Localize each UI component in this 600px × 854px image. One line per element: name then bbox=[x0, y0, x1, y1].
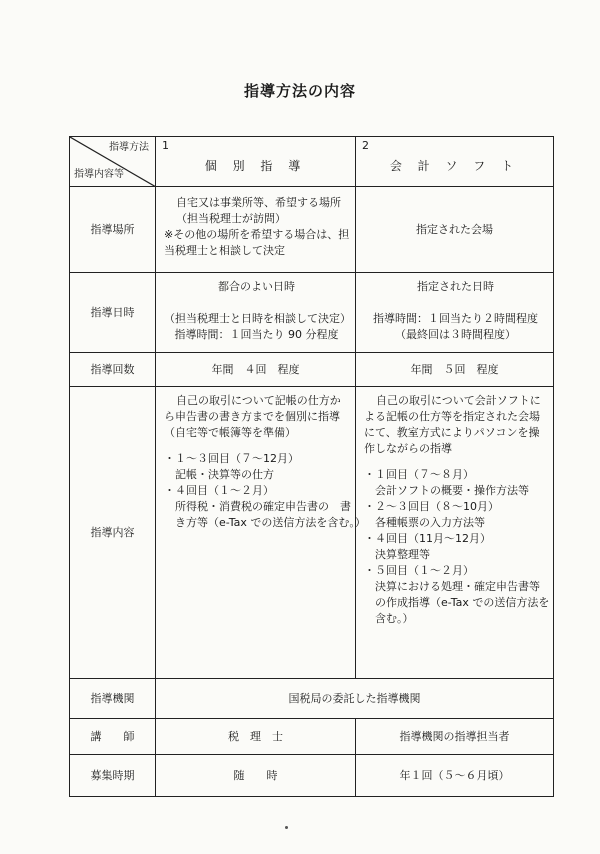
org-value: 国税局の委託した指導機関 bbox=[156, 679, 554, 719]
corner-label-content: 指導内容等 bbox=[74, 169, 124, 180]
period-col1: 随 時 bbox=[156, 755, 356, 797]
text-line: にて、教室方式によりパソコンを操 bbox=[364, 426, 540, 439]
period-col2: 年１回（５～６月頃） bbox=[356, 755, 554, 797]
col2-heading: 会 計 ソ フ ト bbox=[389, 159, 520, 173]
text-line: （自宅等で帳簿等を準備） bbox=[164, 426, 296, 439]
list-item: 記帳・決算等の仕方 bbox=[164, 468, 274, 481]
row-place bbox=[70, 187, 554, 273]
list-item: 各種帳票の入力方法等 bbox=[364, 516, 485, 529]
list-item: 決算における処理・確定申告書等 bbox=[364, 580, 540, 593]
list-item: 所得税・消費税の確定申告書の 書 bbox=[164, 500, 351, 513]
row-period bbox=[70, 755, 554, 797]
label-count: 指導回数 bbox=[70, 353, 156, 387]
text-line: 指導時間：１回当たり２時間程度 bbox=[373, 312, 538, 325]
label-teacher: 講 師 bbox=[70, 719, 156, 755]
text-line: ら申告書の書き方までを個別に指導 bbox=[164, 410, 340, 423]
label-org: 指導機関 bbox=[70, 679, 156, 719]
count-col1: 年間 ４回 程度 bbox=[156, 353, 356, 387]
text-line: （担当税理士が訪問） bbox=[176, 212, 286, 225]
text-line: （担当税理士と日時を相談して決定） bbox=[164, 312, 351, 325]
table-header-row bbox=[70, 137, 554, 187]
date-col2 bbox=[356, 273, 554, 353]
content-col1 bbox=[156, 387, 366, 679]
text-line: 自宅又は事業所等、希望する場所 bbox=[176, 196, 341, 209]
label-date: 指導日時 bbox=[70, 273, 156, 353]
label-content: 指導内容 bbox=[70, 387, 156, 679]
list-item: ・２～３回目（８～10月） bbox=[364, 500, 499, 513]
list-item: き方等（e-Tax での送信方法を含む。） bbox=[164, 516, 366, 529]
list-item: ・１～３回目（７～12月） bbox=[164, 452, 299, 465]
count-col2: 年間 ５回 程度 bbox=[356, 353, 554, 387]
content-col2 bbox=[356, 387, 554, 679]
row-org bbox=[70, 679, 554, 719]
list-item: 含む。） bbox=[364, 612, 414, 625]
col2-number: 2 bbox=[362, 139, 369, 152]
teacher-col2: 指導機関の指導担当者 bbox=[356, 719, 554, 755]
label-place: 指導場所 bbox=[70, 187, 156, 273]
text-line: ※その他の場所を希望する場合は、担 bbox=[164, 228, 350, 241]
col1-heading: 個 別 指 導 bbox=[204, 159, 307, 173]
date-col1 bbox=[156, 273, 356, 353]
guidance-method-table bbox=[69, 136, 554, 797]
header-col1 bbox=[156, 137, 356, 187]
text-line: 当税理士と相談して決定 bbox=[164, 244, 285, 257]
page-title: 指導方法の内容 bbox=[243, 82, 356, 100]
list-item: ・５回目（１～２月） bbox=[364, 564, 474, 577]
text-line: 作しながらの指導 bbox=[364, 442, 452, 455]
row-teacher bbox=[70, 719, 554, 755]
text-line: 自己の取引について会計ソフトに bbox=[376, 394, 541, 407]
text-line: 自己の取引について記帳の仕方か bbox=[176, 394, 341, 407]
text-line: （最終回は３時間程度） bbox=[395, 328, 516, 341]
scan-speck bbox=[285, 826, 288, 829]
text-line: 指定された日時 bbox=[417, 280, 494, 293]
text-line: 都合のよい日時 bbox=[218, 280, 295, 293]
header-col2 bbox=[356, 137, 554, 187]
row-date bbox=[70, 273, 554, 353]
list-item: ・４回目（11月～12月） bbox=[364, 532, 491, 545]
text-line: 指導時間：１回当たり 90 分程度 bbox=[174, 328, 339, 341]
list-item: ・１回目（７～８月） bbox=[364, 468, 474, 481]
label-period: 募集時期 bbox=[70, 755, 156, 797]
list-item: の作成指導（e-Tax での送信方法を bbox=[364, 596, 550, 609]
place-col1 bbox=[156, 187, 356, 273]
teacher-col1: 税 理 士 bbox=[156, 719, 356, 755]
list-item: 会計ソフトの概要・操作方法等 bbox=[364, 484, 529, 497]
corner-label-method: 指導方法 bbox=[109, 142, 149, 153]
text-line: よる記帳の仕方等を指定された会場 bbox=[364, 410, 540, 423]
list-item: ・４回目（１～２月） bbox=[164, 484, 274, 497]
row-count bbox=[70, 353, 554, 387]
header-corner-cell bbox=[70, 137, 156, 187]
list-item: 決算整理等 bbox=[364, 548, 430, 561]
row-content bbox=[70, 387, 554, 679]
place-col2: 指定された会場 bbox=[356, 187, 554, 273]
col1-number: 1 bbox=[162, 139, 169, 152]
